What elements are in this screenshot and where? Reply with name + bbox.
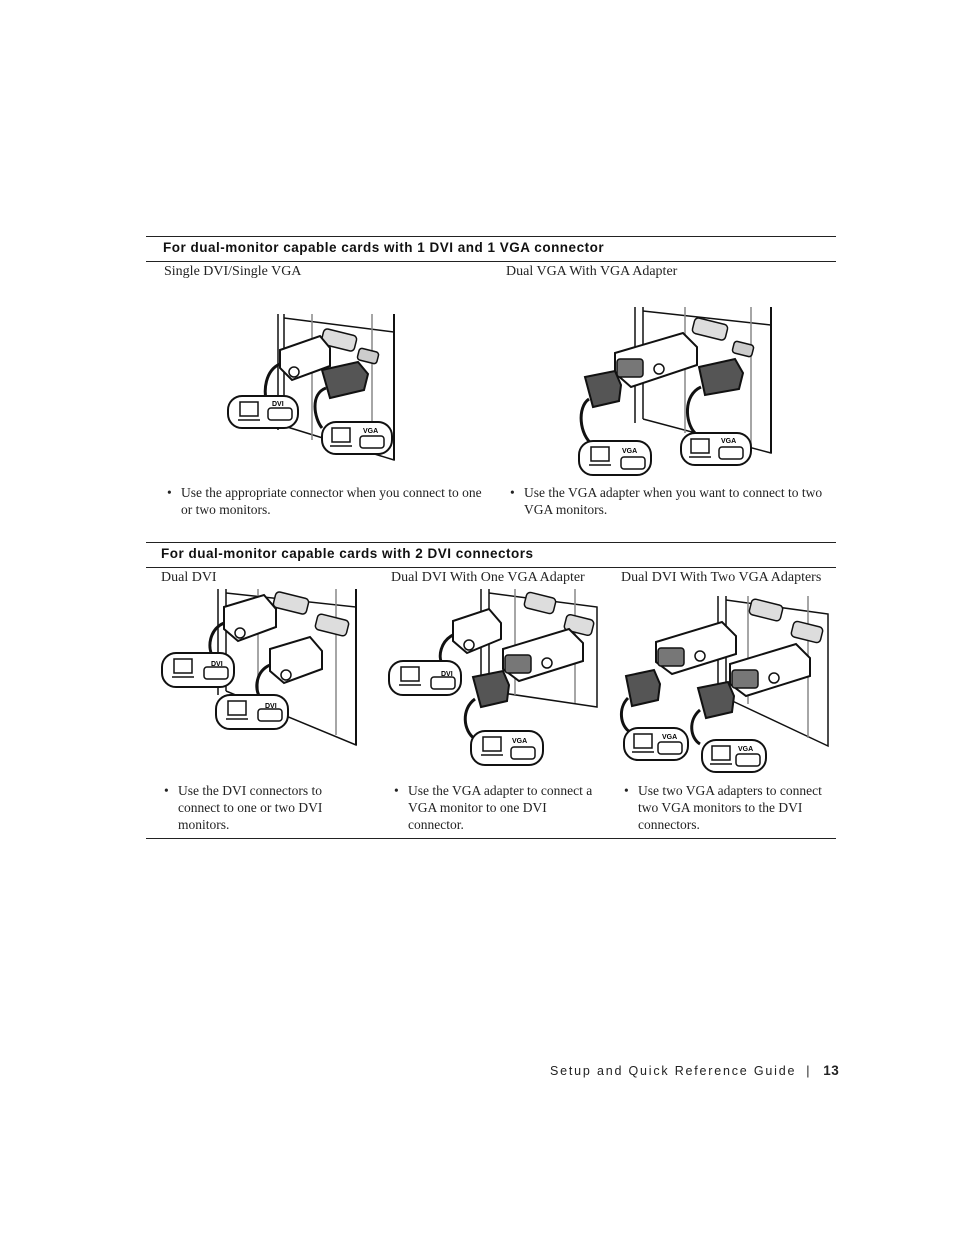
port-label-vga: VGA [512, 738, 528, 745]
column-title-dual-dvi: Dual DVI [161, 570, 217, 585]
page-footer [550, 1063, 839, 1078]
footer-separator: | [806, 1064, 812, 1078]
guide-title: Setup and Quick Reference Guide [550, 1064, 797, 1078]
bullet-dual-dvi-one-vga: • Use the VGA adapter to connect a VGA monitor to one DVI connector. [394, 782, 604, 833]
port-label-dvi: DVI [441, 671, 453, 678]
bullet-dual-vga-adapter: • Use the VGA adapter when you want to connect to two VGA monitors. [510, 484, 830, 518]
illustration-single-dvi-single-vga [222, 310, 402, 470]
port-label-vga-left: VGA [622, 448, 638, 455]
section1-heading: For dual-monitor capable cards with 1 DVI and 1 VGA connector [163, 240, 605, 255]
column-title-dual-dvi-one-vga: Dual DVI With One VGA Adapter [391, 570, 585, 585]
page-number: 13 [823, 1063, 840, 1078]
illustration-dual-vga-adapter [575, 303, 775, 481]
illustration-dual-dvi [158, 585, 360, 750]
column-title-single-dvi-single-vga: Single DVI/Single VGA [164, 264, 302, 279]
section1-heading-rule [146, 261, 836, 262]
section1-top-rule [146, 236, 836, 237]
port-label-dvi-1: DVI [211, 661, 223, 668]
column-title-dual-vga-adapter: Dual VGA With VGA Adapter [506, 264, 678, 279]
bullet-single-dvi-single-vga: • Use the appropriate connector when you connect to one or two monitors. [167, 484, 487, 518]
port-label-vga: VGA [363, 428, 379, 435]
section2-heading: For dual-monitor capable cards with 2 DVI connectors [161, 546, 534, 561]
illustration-dual-dvi-two-vga [618, 592, 833, 777]
bullet-dual-dvi: • Use the DVI connectors to connect to one or two DVI monitors. [164, 782, 354, 833]
port-label-vga-right: VGA [738, 746, 754, 753]
column-title-dual-dvi-two-vga: Dual DVI With Two VGA Adapters [621, 570, 822, 585]
port-label-vga-right: VGA [721, 438, 737, 445]
section2-top-rule [146, 542, 836, 543]
port-label-vga-left: VGA [662, 734, 678, 741]
section2-bottom-rule [146, 838, 836, 839]
section2-heading-rule [146, 567, 836, 568]
illustration-dual-dvi-one-vga [385, 585, 600, 770]
port-label-dvi-2: DVI [265, 703, 277, 710]
bullet-dual-dvi-two-vga: • Use two VGA adapters to connect two VGA monitors to the DVI connectors. [624, 782, 824, 833]
port-label-dvi: DVI [272, 401, 284, 408]
